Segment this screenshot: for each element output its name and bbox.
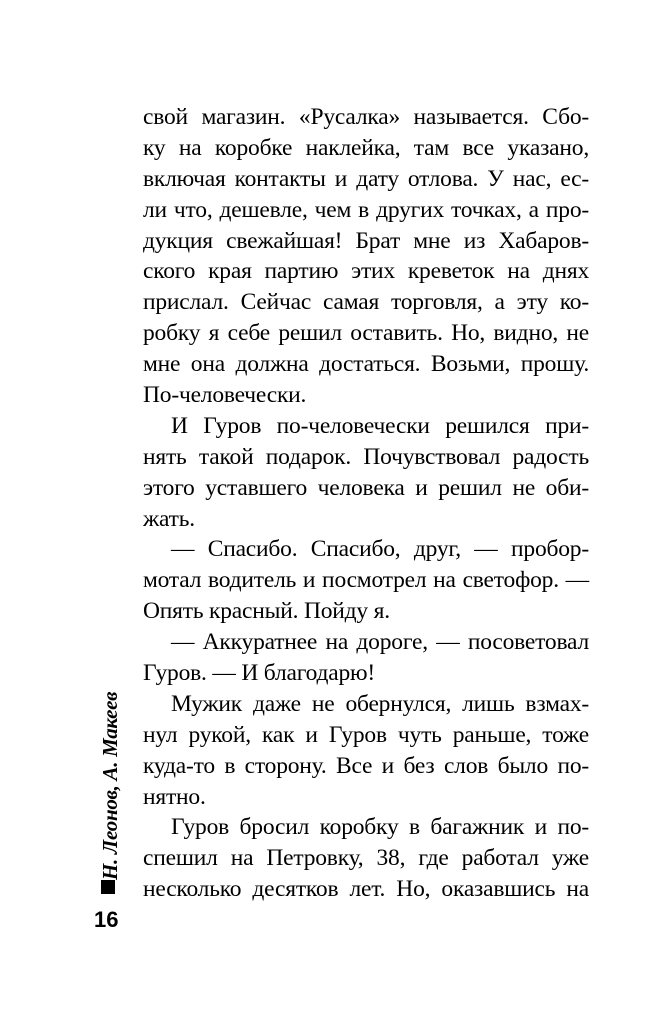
text-line: Мужик даже не обернулся, лишь взмах-: [171, 690, 589, 717]
running-header-author: Н. Леонов, А. Макеев: [98, 691, 122, 880]
text-line: ку на коробке наклейка, там все указано,: [143, 134, 589, 161]
text-line: нять такой подарок. Почувствовал радость: [143, 443, 589, 470]
text-line: ского края партию этих креветок на днях: [143, 258, 589, 285]
text-line: мотал водитель и посмотрел на светофор. —: [143, 567, 589, 594]
text-line: — Спасибо. Спасибо, друг, — пробор-: [171, 536, 589, 563]
square-marker-icon: [101, 880, 115, 894]
text-line: Гуров бросил коробку в багажник и по-: [171, 814, 589, 841]
text-line: жать.: [143, 505, 195, 532]
text-line: — Аккуратнее на дороге, — посоветовал: [171, 629, 589, 656]
text-line: робку я себе решил оставить. Но, видно, не: [143, 320, 589, 347]
body-text: [143, 102, 589, 905]
text-line: спешил на Петровку, 38, где работал уже: [143, 845, 589, 872]
text-line: прислал. Сейчас самая торговля, а эту ко-: [143, 289, 589, 316]
text-line: нул рукой, как и Гуров чуть раньше, тоже: [143, 721, 589, 748]
text-line: ли что, дешевле, чем в других точках, а про-: [143, 196, 589, 223]
text-line: Опять красный. Пойду я.: [143, 598, 390, 625]
text-line: несколько десятков лет. Но, оказавшись на: [143, 876, 589, 903]
text-line: включая контакты и дату отлова. У нас, ес-: [143, 165, 589, 192]
text-line: куда-то в сторону. Все и без слов было по-: [143, 752, 589, 779]
text-line: свой магазин. «Русалка» называется. Сбо-: [143, 104, 589, 130]
page-number: 16: [94, 907, 119, 932]
text-line: дукция свежайшая! Брат мне из Хабаров-: [143, 227, 589, 254]
text-line: И Гуров по-человечески решился при-: [171, 412, 589, 439]
text-line: По-человечески.: [143, 382, 307, 409]
text-line: нятно.: [143, 783, 206, 810]
text-line: Гуров. — И благодарю!: [143, 660, 375, 687]
text-line: этого уставшего человека и решил не оби-: [143, 474, 589, 501]
text-line: мне она должна достаться. Возьми, прошу.: [143, 351, 589, 378]
